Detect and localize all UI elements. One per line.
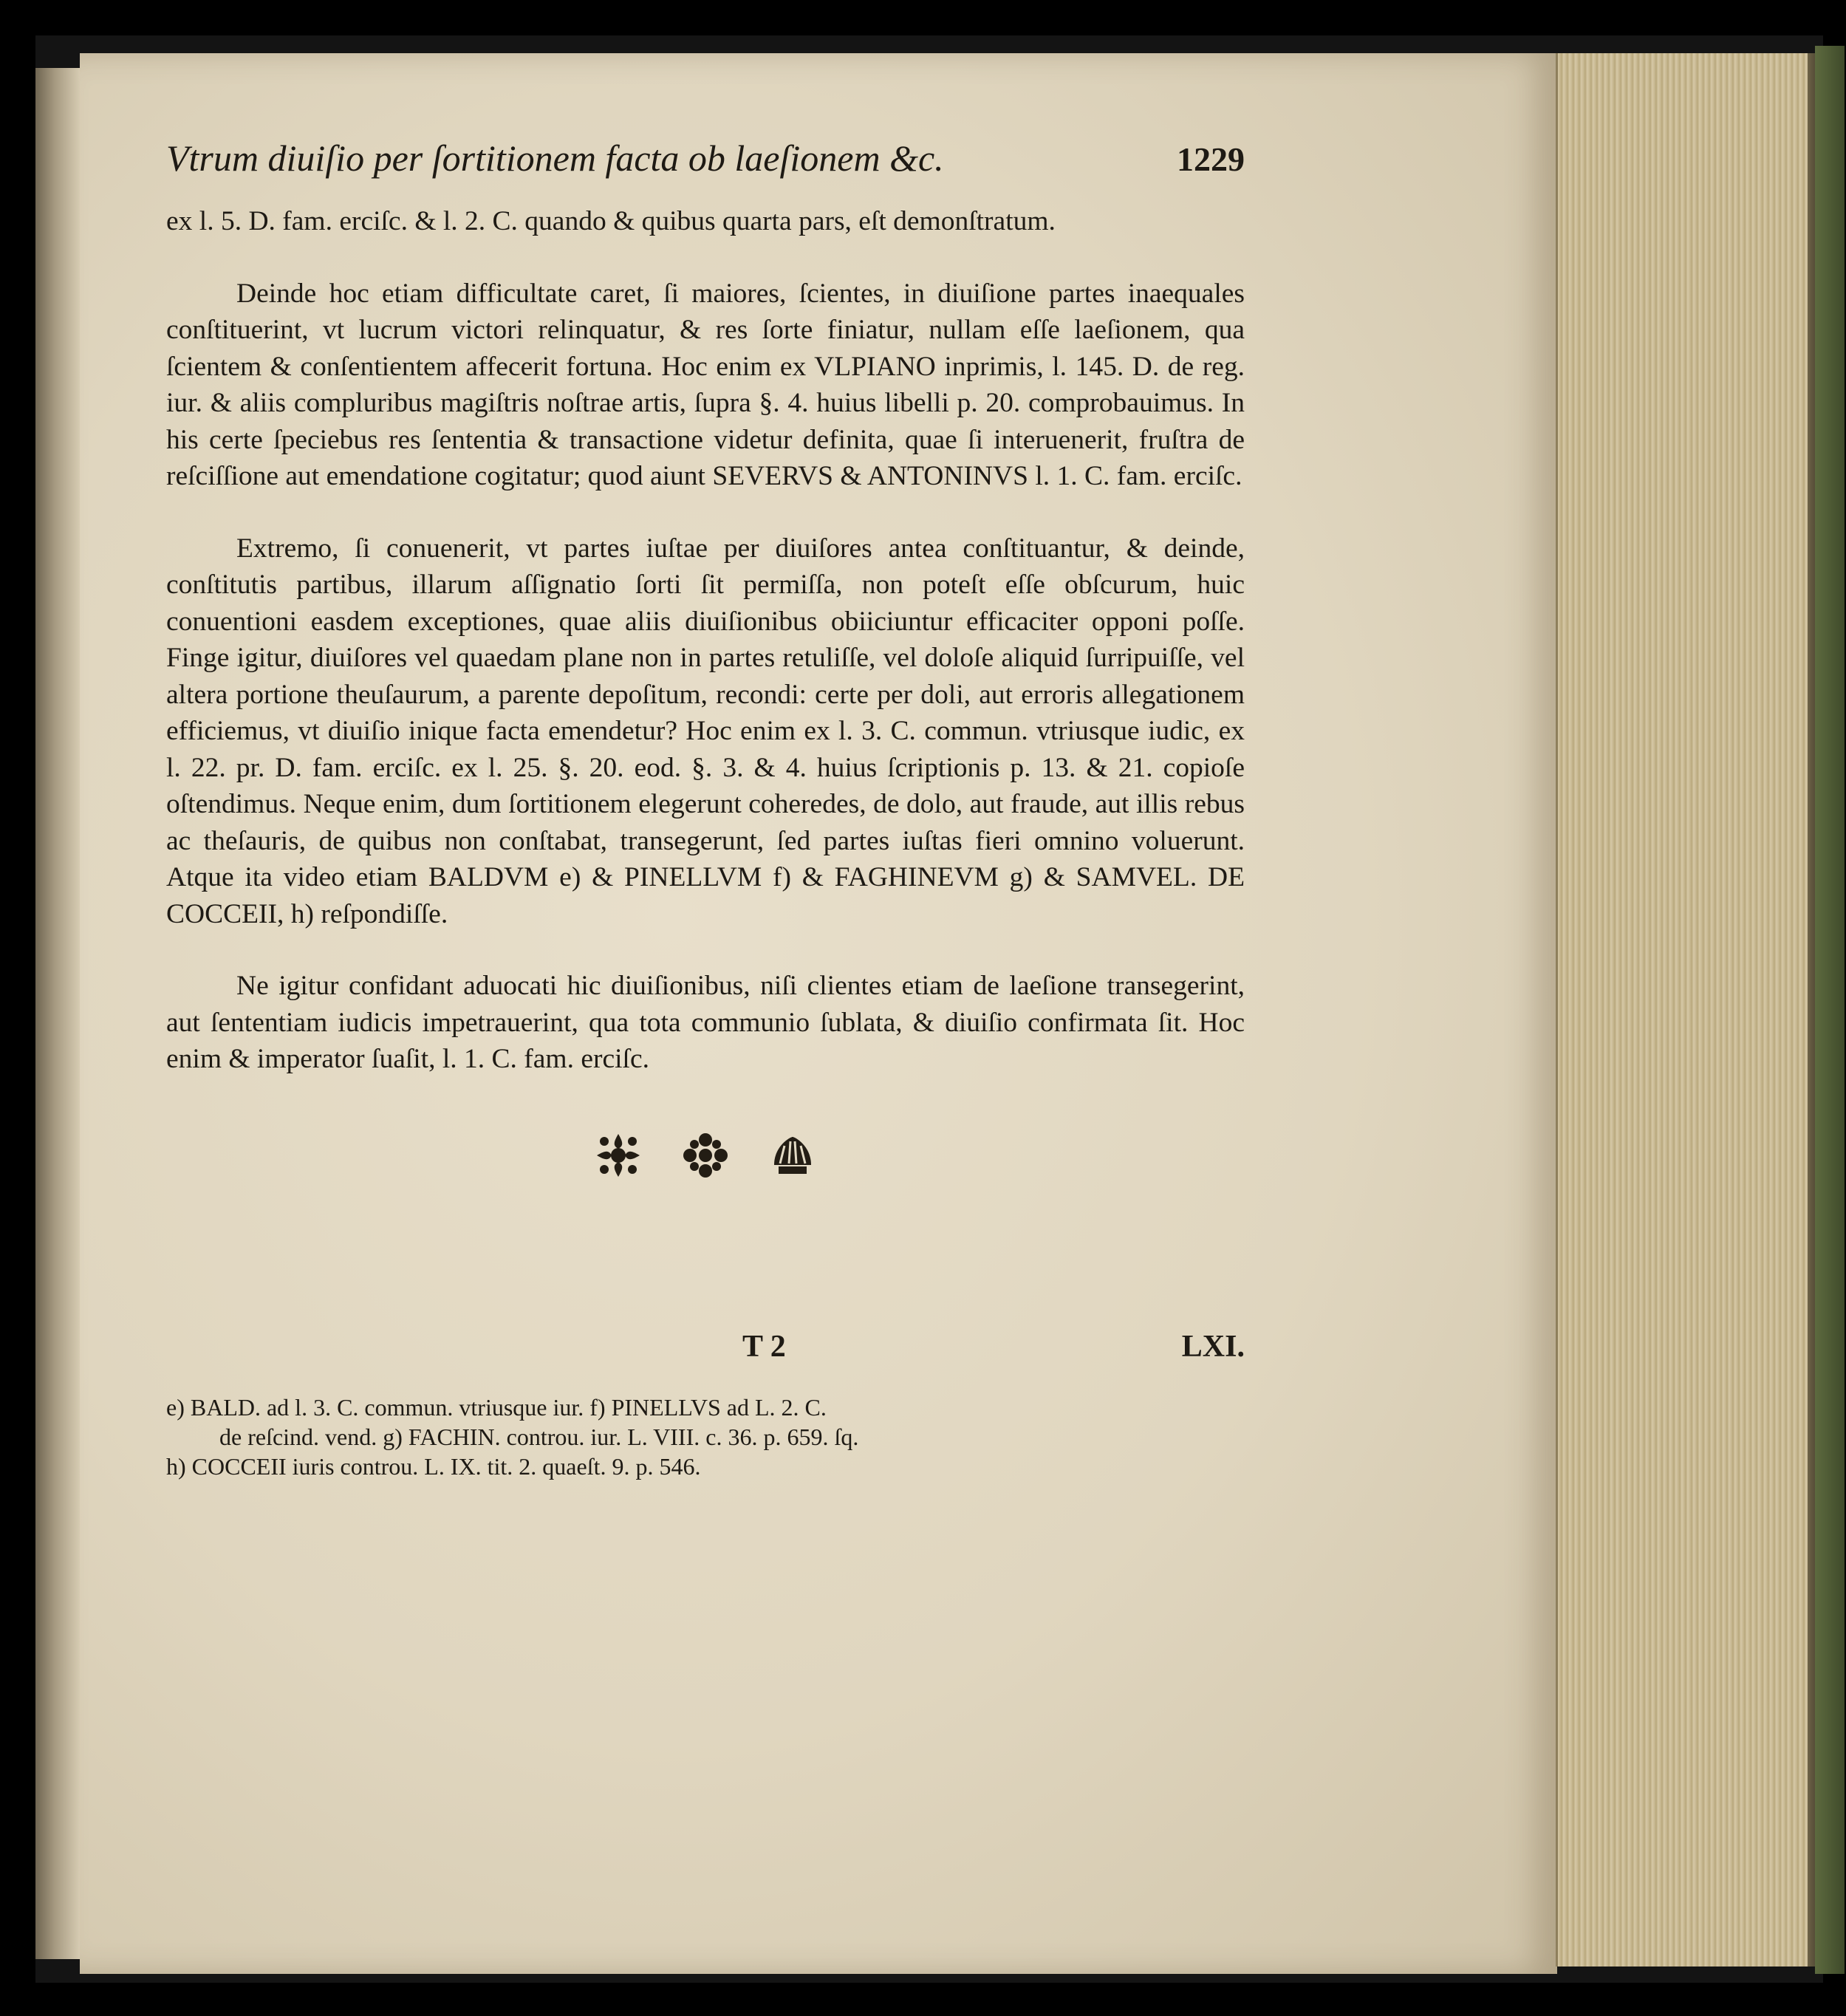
ornament-row <box>166 1122 1245 1189</box>
footnote-line-1: e) BALD. ad l. 3. C. commun. vtriusque iur. f) PINELLVS ad L. 2. C. <box>166 1393 827 1421</box>
left-page-edge <box>35 68 80 1959</box>
page-number: 1229 <box>1177 140 1245 178</box>
fleuron-icon <box>680 1130 731 1181</box>
paragraph-1: ex l. 5. D. fam. erciſc. & l. 2. C. quando & quibus quarta pars, eſt demonſtratum. <box>166 206 1056 236</box>
catchword: LXI. <box>1181 1329 1245 1364</box>
signature-mark: T 2 <box>742 1329 786 1364</box>
footnote-line-3: h) COCCEII iuris controu. L. IX. tit. 2. quaeſt. 9. p. 546. <box>166 1452 701 1480</box>
paragraph-2: Deinde hoc etiam difficultate caret, ſi maiores, ſcientes, in diuiſione partes inaequales conſtituerint, vt lucrum victori relinquatur, & res ſorte finiatur, nullam eſſe laeſionem, qua ſcientem & conſentientem affecerit fortuna. Hoc enim ex VLPIANO inprimis, l. 145. D. de reg. iur. & aliis compluribus magiſtris noſtrae artis, ſupra §. 4. huius libelli p. 20. comprobauimus. In his certe ſpeciebus res ſententia & transactione videtur definita, quae ſi interuenerit, fruſtra de reſciſſione aut emendatione cogitatur; quod aiunt SEVERVS & ANTONINVS l. 1. C. fam. erciſc. <box>166 278 1245 491</box>
book-cover-edge <box>1815 46 1845 1974</box>
paragraph-4: Ne igitur confidant aduocati hic diuiſionibus, niſi clientes etiam de laeſione transegerint, aut ſententiam iudicis impetrauerint, qua tota communio ſublata, & diuiſio confirmata ſit. Hoc enim & imperator ſuaſit, l. 1. C. fam. erciſc. <box>166 971 1245 1074</box>
footnotes <box>166 1393 1245 1481</box>
running-title: Vtrum diuiſio per ſortitionem facta ob laeſionem &c. <box>166 137 944 179</box>
footnote-line-2: de reſcind. vend. g) FACHIN. controu. iur. L. VIII. c. 36. p. 659. ſq. <box>219 1423 859 1450</box>
fleuron-icon <box>592 1130 644 1181</box>
page-footer <box>166 1329 1245 1381</box>
paragraph-3: Extremo, ſi conuenerit, vt partes iuſtae per diuiſores antea conſtituantur, & deinde, conſtitutis partibus, illarum aſſignatio ſorti ſit permiſſa, non poteſt eſſe obſcurum, huic conuentioni easdem exceptiones, quae aliis diuiſionibus obiiciuntur efficaciter opponi poſſe. Finge igitur, diuiſores vel quaedam plane non in partes retuliſſe, vel doloſe aliquid ſurripuiſſe, vel altera portione theuſaurum, a parente depoſitum, recondi: certe per doli, aut erroris allegationem efficiemus, vt diuiſio inique facta emendetur? Hoc enim ex l. 3. C. commun. vtriusque iudic, ex l. 22. pr. D. fam. erciſc. ex l. 25. §. 20. eod. §. 3. & 4. huius ſcriptionis p. 13. & 21. copioſe oſtendimus. Neque enim, dum ſortitionem elegerunt coheredes, de dolo, aut fraude, aut illis rebus ac theſauris, de quibus non conſtabat, transegerunt, ſed partes iuſtas fieri omnino voluerunt. Atque ita video etiam BALDVM e) & PINELLVM f) & FAGHINEVM g) & SAMVEL. DE COCCEII, h) reſpondiſſe. <box>166 533 1245 929</box>
fleuron-icon <box>767 1130 818 1181</box>
page-content <box>166 137 1245 1481</box>
page-block-edges <box>1556 53 1809 1967</box>
running-head <box>166 137 1245 203</box>
